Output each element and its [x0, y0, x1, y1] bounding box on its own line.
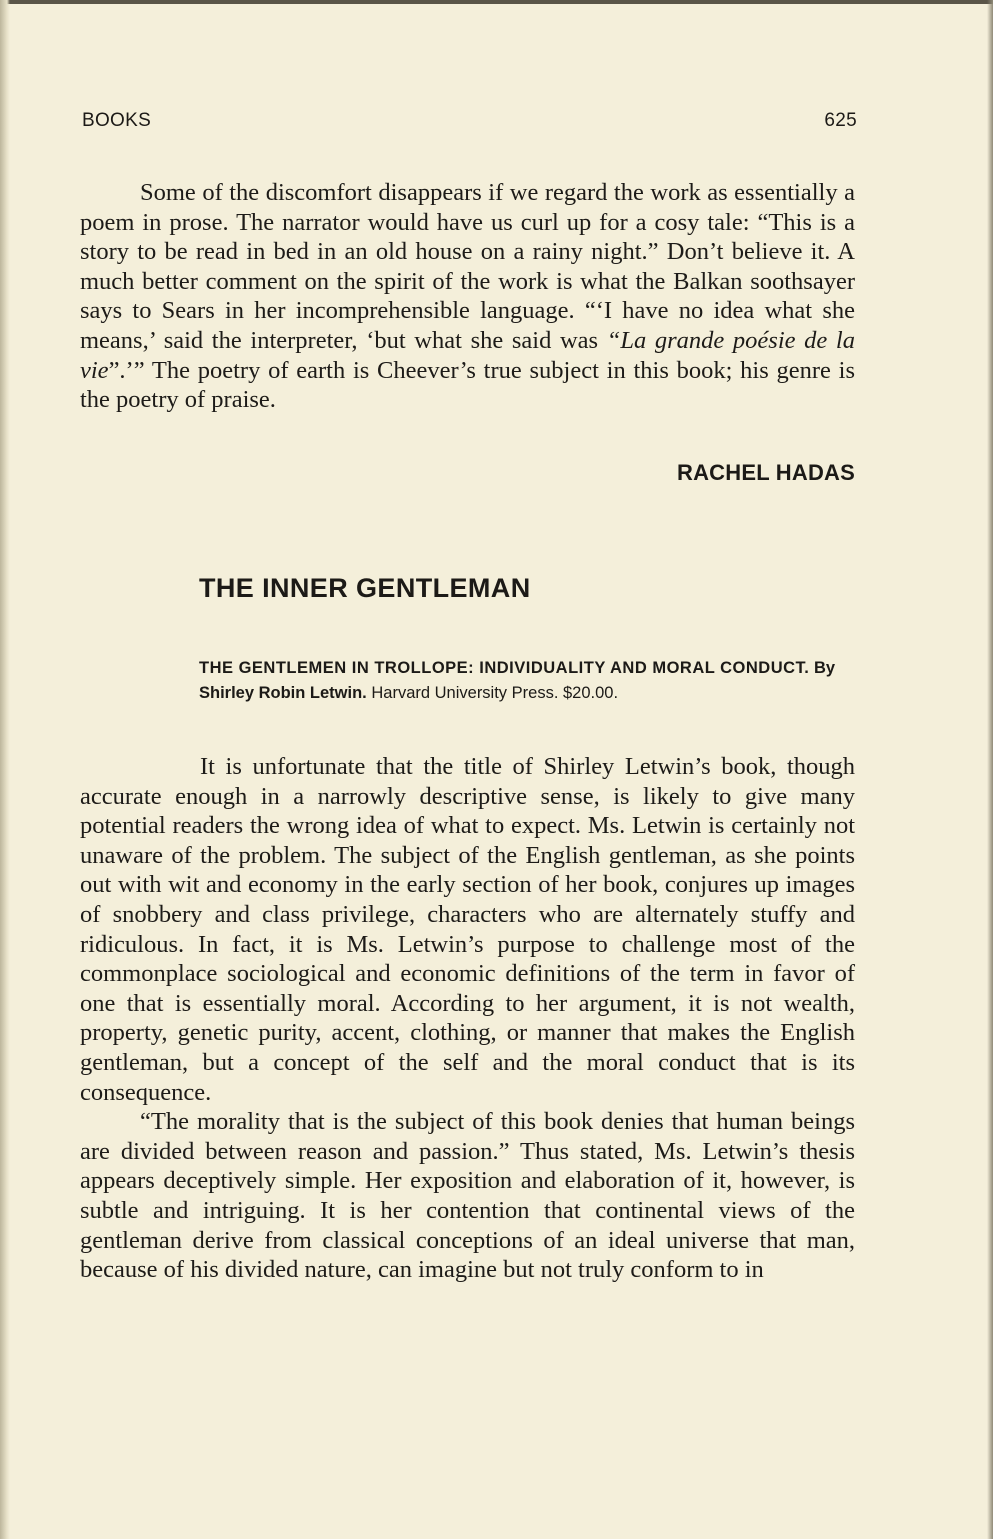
review-title: THE INNER GENTLEMAN: [199, 573, 531, 603]
publisher-price: Harvard University Press. $20.00.: [371, 684, 619, 702]
reviewer-signature: RACHEL HADAS: [676, 460, 855, 485]
binding-shadow: [0, 0, 10, 1539]
page-number: 625: [824, 110, 857, 131]
closing-paragraph-text: Some of the discomfort disappears if we regard the work as essentially a poem in prose. The narrator would have us curl up for a cosy tale: “This is a story to be read in bed in an old house on a rainy night.” Don’t believe it. A much better comment on the spirit of the work is what the Balkan soothsayer says to Sears in her incomprehensible language. “‘I have no idea what she means,’ said the interpreter, ‘but what she said was: [80, 179, 855, 354]
review-body: [80, 752, 855, 1285]
book-title: THE GENTLEMEN IN TROLLOPE: INDIVIDUALITY AND MORAL CONDUCT.: [199, 659, 810, 677]
review-paragraph: It is unfortunate that the title of Shirley Letwin’s book, though accurate enough in a narrowly descriptive sense, is likely to give many potential readers the wrong idea of what to expect. Ms. Letwin is certainly not unaware of the problem. The subject of the English gentleman, as she points out with wit and economy in the early section of her book, conjures up images of snobbery and class privilege, characters who are alternately stuffy and ridiculous. In fact, it is Ms. Letwin’s purpose to challenge most of the commonplace sociological and economic definitions of the term in favor of one that is essentially moral. According to her argument, it is not wealth, property, genetic purity, accent, clothing, or manner that makes the English gentleman, but a concept of the self and the moral conduct that is its consequence.: [80, 753, 855, 1106]
page-right-edge: [987, 0, 993, 1539]
running-head: [82, 110, 857, 134]
bibliographic-entry: [199, 656, 855, 706]
section-label: BOOKS: [82, 110, 152, 131]
by-label: By: [813, 659, 836, 677]
closing-paragraph: [80, 178, 855, 415]
previous-review-closing: [80, 178, 855, 415]
review-paragraph: “The morality that is the subject of this book denies that human beings are divided between reason and passion.” Thus stated, Ms. Letwin’s thesis appears deceptively simple. Her exposition and elaboration of it, however, is subtle and intriguing. It is her contention that continental views of the gentleman derive from classical conceptions of an ideal universe that man, because of his divided nature, can imagine but not truly conform to in: [80, 1108, 855, 1284]
closing-paragraph-end: ”.’” The poetry of earth is Cheever’s true subject in this book; his genre is the poetry of praise.: [80, 356, 855, 414]
page-top-edge: [0, 0, 993, 4]
book-author: Shirley Robin Letwin.: [199, 684, 367, 702]
italic-quote: “La grande poésie de la vie: [80, 326, 855, 384]
